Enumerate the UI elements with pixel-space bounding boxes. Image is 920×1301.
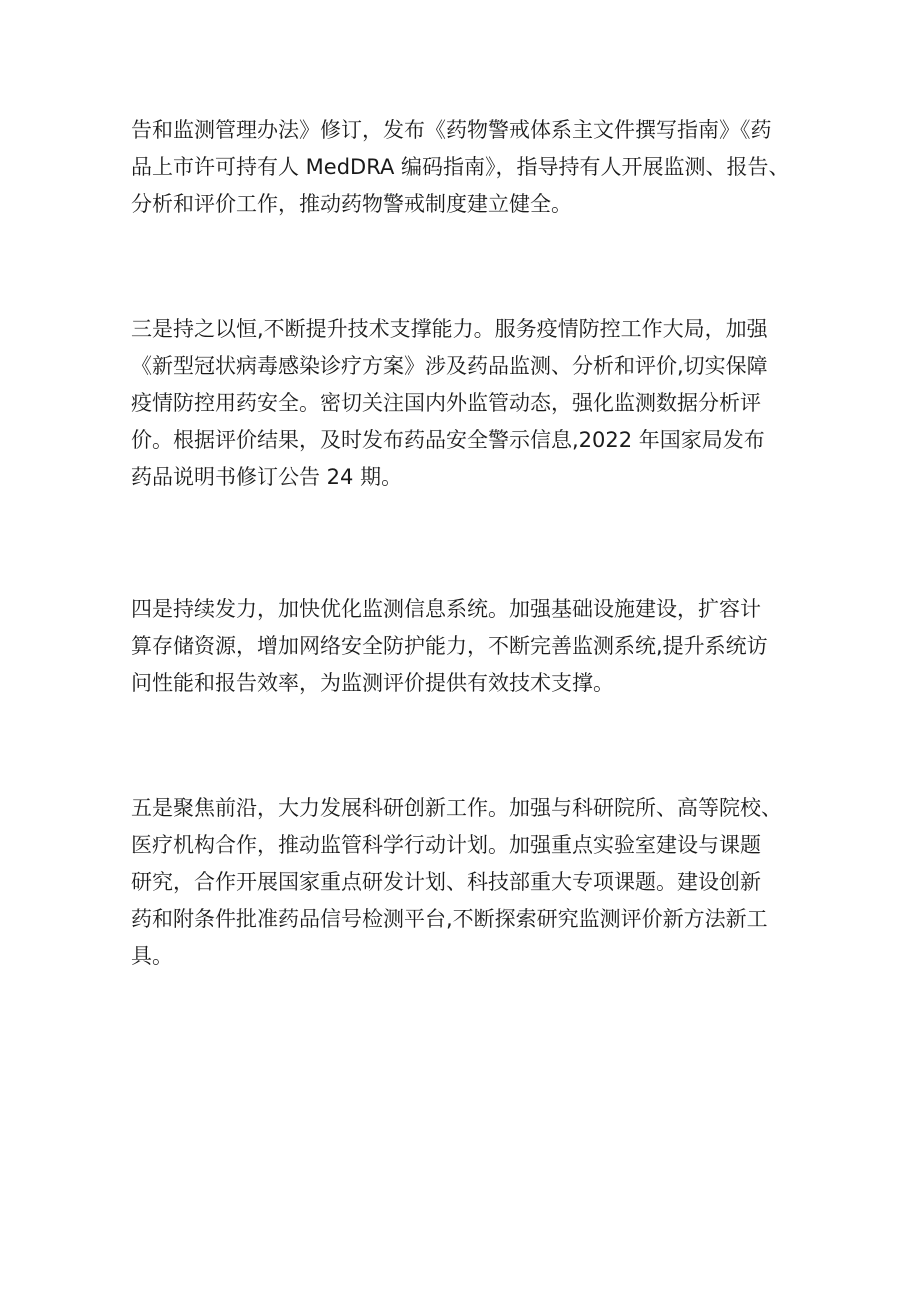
paragraph-line: 五是聚焦前沿，大力发展科研创新工作。加强与科研院所、高等院校、 bbox=[131, 796, 782, 820]
paragraph-4 bbox=[131, 790, 811, 975]
paragraph-line: 分析和评价工作，推动药物警戒制度建立健全。 bbox=[131, 192, 572, 216]
paragraph-line: 具。 bbox=[131, 944, 173, 968]
paragraph-2 bbox=[131, 311, 811, 496]
paragraph-line: 药品说明书修订公告 24 期。 bbox=[131, 465, 403, 489]
paragraph-line: 研究，合作开展国家重点研发计划、科技部重大专项课题。建设创新 bbox=[131, 870, 761, 894]
paragraph-line: 告和监测管理办法》修订，发布《药物警戒体系主文件撰写指南》《药 bbox=[131, 118, 772, 142]
paragraph-line: 药和附条件批准药品信号检测平台,不断探索研究监测评价新方法新工 bbox=[131, 907, 768, 931]
paragraph-line: 医疗机构合作，推动监管科学行动计划。加强重点实验室建设与课题 bbox=[131, 833, 761, 857]
paragraph-line: 问性能和报告效率，为监测评价提供有效技术支撑。 bbox=[131, 671, 614, 695]
paragraph-line: 四是持续发力，加快优化监测信息系统。加强基础设施建设，扩容计 bbox=[131, 597, 761, 621]
paragraph-3 bbox=[131, 591, 811, 702]
paragraph-line: 算存储资源，增加网络安全防护能力，不断完善监测系统,提升系统访 bbox=[131, 634, 768, 658]
paragraph-line: 疫情防控用药安全。密切关注国内外监管动态，强化监测数据分析评 bbox=[131, 391, 761, 415]
paragraph-line: 三是持之以恒,不断提升技术支撑能力。服务疫情防控工作大局，加强 bbox=[131, 317, 768, 341]
paragraph-1 bbox=[131, 112, 811, 223]
paragraph-line: 品上市许可持有人 MedDRA 编码指南》，指导持有人开展监测、报告、 bbox=[131, 155, 790, 179]
paragraph-line: 价。根据评价结果，及时发布药品安全警示信息,2022 年国家局发布 bbox=[131, 428, 765, 452]
paragraph-line: 《新型冠状病毒感染诊疗方案》涉及药品监测、分析和评价,切实保障 bbox=[131, 354, 768, 378]
